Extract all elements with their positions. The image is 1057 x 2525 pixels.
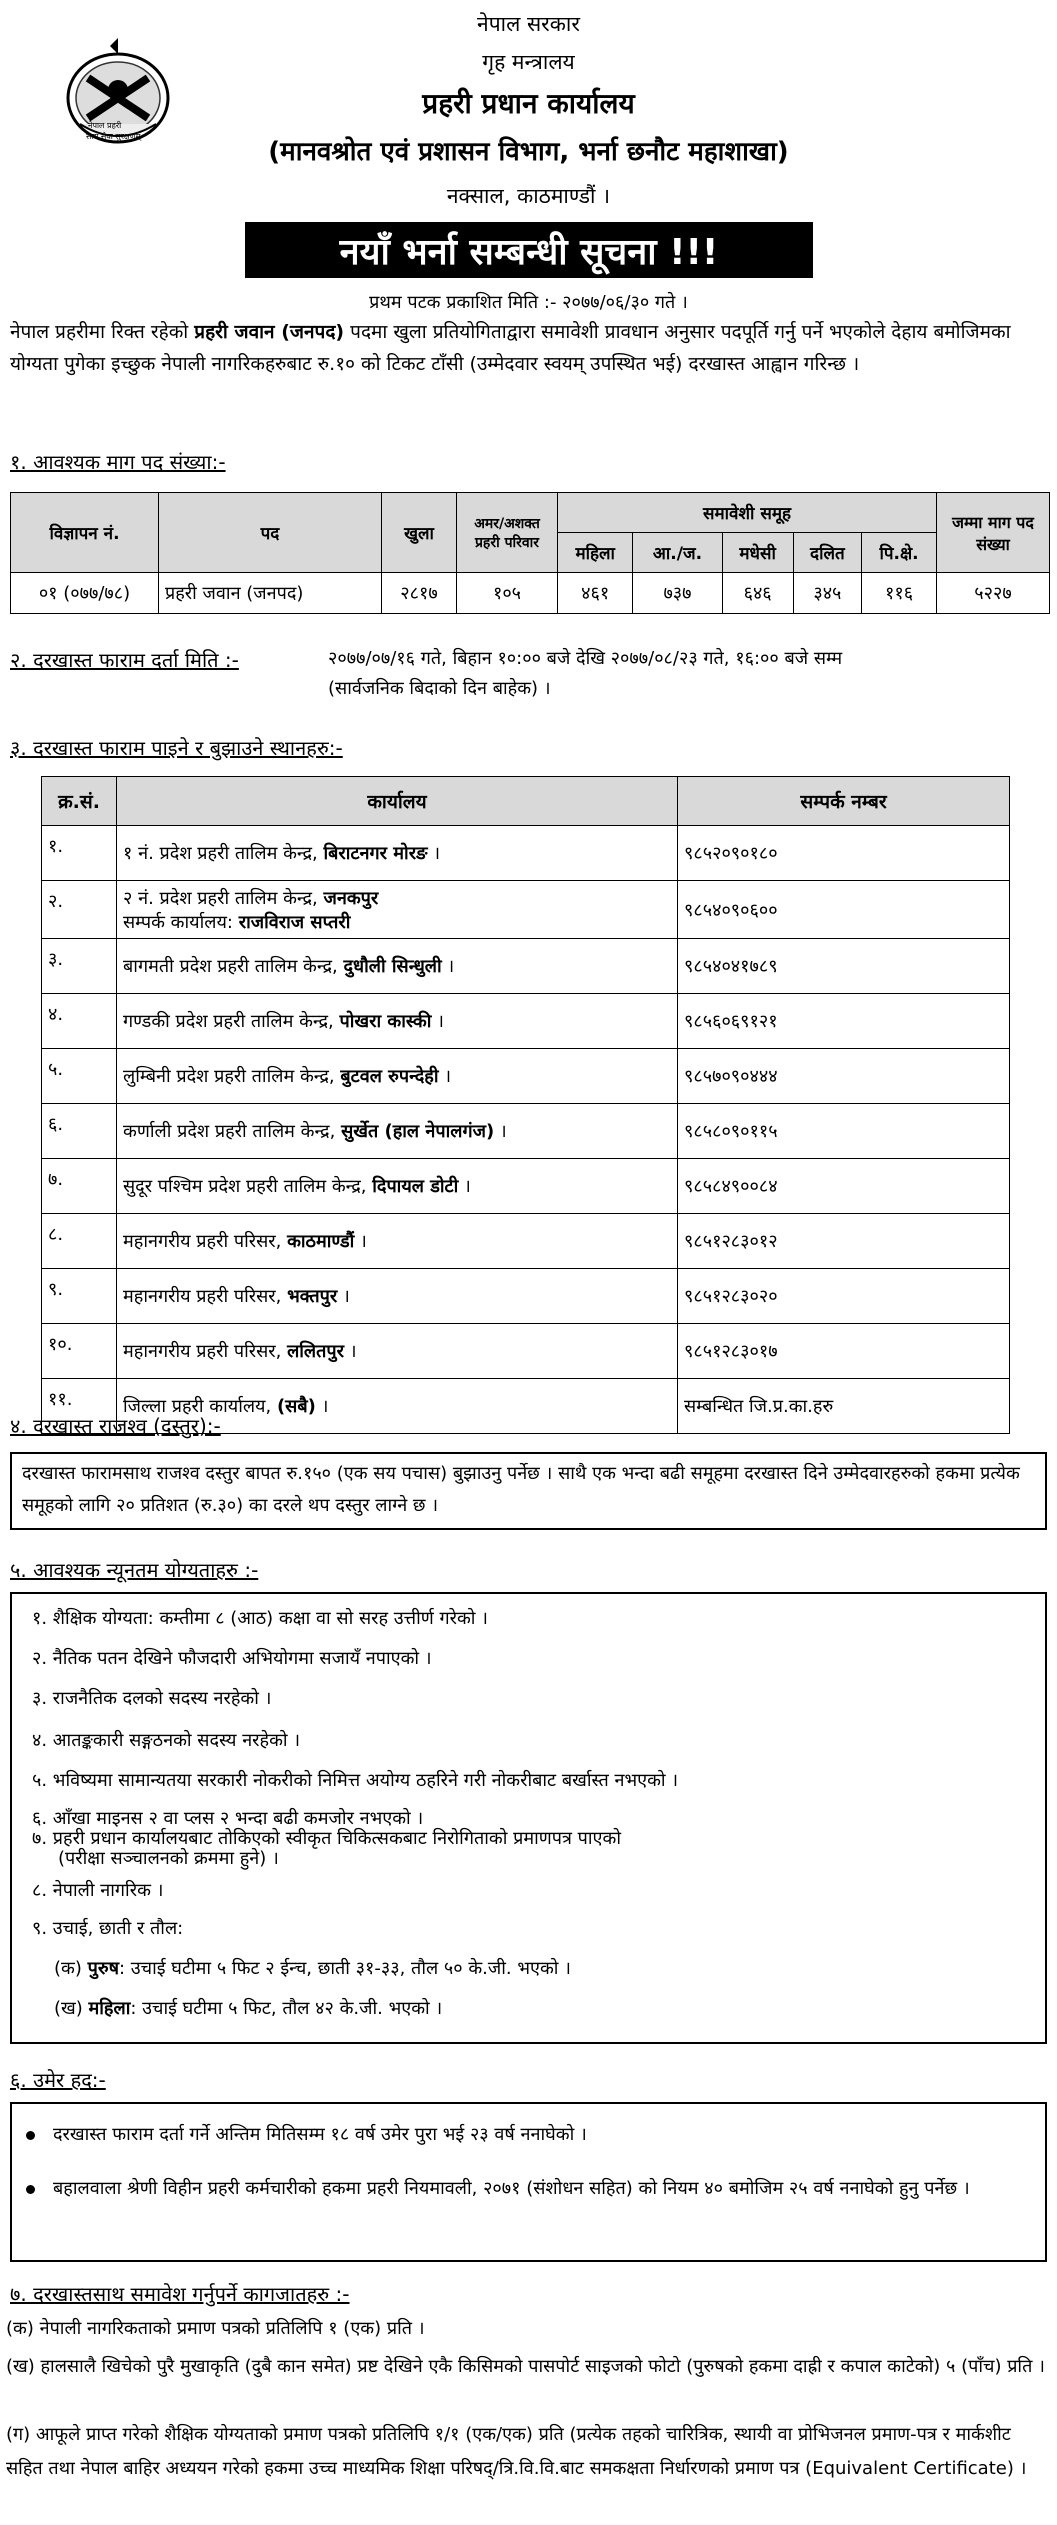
cell-office: [117, 1049, 678, 1104]
header-address: नक्साल, काठमाण्डौं ।: [446, 184, 611, 208]
qualification-item: २. नैतिक पतन देखिने फौजदारी अभियोगमा सजायँ नपाएको ।: [32, 1648, 432, 1669]
male-prefix: (क): [54, 1958, 88, 1979]
office-name: कर्णाली प्रदेश प्रहरी तालिम केन्द्र,: [123, 1121, 342, 1142]
col-backward: पि.क्षे.: [862, 533, 937, 573]
col-dalit: दलित: [793, 533, 861, 573]
cell-aj: ७३७: [633, 573, 722, 614]
col-inclusive: समावेशी समूह: [558, 493, 937, 533]
office-place: बुटवल रुपन्देही: [340, 1066, 439, 1087]
qualification-item: ६. आँखा माइनस २ वा प्लस २ भन्दा बढी कमजोर नभएको ।: [32, 1808, 424, 1829]
cell-contact: ९८५१२८३०२०: [678, 1269, 1010, 1324]
female-text: : उचाई घटीमा ५ फिट, तौल ४२ के.जी. भएको ।: [130, 1998, 443, 2019]
col-aj: आ./ज.: [633, 533, 722, 573]
logo-text-bottom: सत्य सेवा सुरक्षणम्: [86, 132, 141, 141]
cell-contact: ९८५८४९००८४: [678, 1159, 1010, 1214]
cell-sn: ३.: [42, 939, 117, 994]
male-label: पुरुष: [87, 1958, 119, 1979]
cell-office: [117, 1159, 678, 1214]
cell-martyr: १०५: [457, 573, 558, 614]
office-place: बिराटनगर मोरङ: [323, 843, 428, 864]
cell-sn: ४.: [42, 994, 117, 1049]
office-place: भक्तपुर: [287, 1286, 338, 1307]
office-name: महानगरीय प्रहरी परिसर,: [123, 1286, 288, 1307]
bullet-icon: [26, 2185, 35, 2194]
office-tail: ।: [431, 1011, 444, 1032]
office-extra-place: राजविराज सप्तरी: [238, 911, 351, 933]
age-item-text: दरखास्त फाराम दर्ता गर्ने अन्तिम मितिसम्म १८ वर्ष उमेर पुरा भई २३ वर्ष ननाघेको ।: [53, 2124, 587, 2145]
header-ministry: गृह मन्त्रालय: [482, 50, 575, 74]
cell-ad: ०१ (०७७/७८): [11, 573, 159, 614]
female-requirement: [54, 1996, 442, 2020]
qualification-box: [10, 1592, 1047, 2044]
section-5-heading: ५. आवश्यक न्यूनतम योग्यताहरु :-: [10, 1558, 259, 1582]
age-item-text: बहालवाला श्रेणी विहीन प्रहरी कर्मचारीको हकमा प्रहरी नियमावली, २०७१ (संशोधन सहित) को नियम ४० बमोजिम २५ वर्ष ननाघेको हुनु पर्नेछ ।: [53, 2178, 970, 2199]
cell-office: [117, 881, 678, 939]
table-row: [42, 1159, 1010, 1214]
cell-office: [117, 994, 678, 1049]
col-madhesi: मधेसी: [722, 533, 793, 573]
logo-text-top: नेपाल प्रहरी: [88, 121, 122, 130]
office-name: सुदूर पश्चिम प्रदेश प्रहरी तालिम केन्द्र,: [123, 1176, 373, 1197]
table-row: [42, 994, 1010, 1049]
age-item: [26, 2172, 1053, 2206]
office-name: जिल्ला प्रहरी कार्यालय,: [123, 1396, 277, 1417]
cell-open: २८१७: [382, 573, 457, 614]
cell-office: [117, 1104, 678, 1159]
intro-text-1: नेपाल प्रहरीमा रिक्त रहेको: [10, 321, 195, 343]
table-row: [42, 881, 1010, 939]
office-place: दुधौली सिन्धुली: [343, 956, 442, 977]
col-sn: क्र.सं.: [42, 777, 117, 826]
female-prefix: (ख): [54, 1998, 89, 2019]
col-contact: सम्पर्क नम्बर: [678, 777, 1010, 826]
cell-office: [117, 1214, 678, 1269]
office-tail: ।: [354, 1231, 367, 1252]
age-box: [10, 2102, 1047, 2262]
qualification-item: (परीक्षा सञ्चालनको क्रममा हुने) ।: [58, 1848, 279, 1869]
cell-office: [117, 1324, 678, 1379]
table-row: [42, 1049, 1010, 1104]
office-tail: ।: [458, 1176, 471, 1197]
header-govt: नेपाल सरकार: [477, 12, 580, 36]
vacancy-table: [10, 492, 1050, 614]
document-item: (ग) आफूले प्राप्त गरेको शैक्षिक योग्यताको प्रमाण पत्रको प्रतिलिपि १/१ (एक/एक) प्रति (प्रत्येक तहको चारित्रिक, स्थायी वा प्रोभिजनल प्रमाण-पत्र र मार्कशीट सहित तथा नेपाल बाहिर अध्ययन गरेको हकमा उच्च माध्यमिक शिक्षा परिषद्/त्रि.वि.वि.बाट समकक्षता निर्धारणको प्रमाण पत्र (Equivalent Certificate) ।: [6, 2424, 1027, 2479]
section-6-heading: ६. उमेर हद:-: [10, 2068, 106, 2092]
document-item: (ख) हालसालै खिचेको पुरै मुखाकृति (दुबै कान समेत) प्रष्ट देखिने एकै किसिमको पासपोर्ट साइजको फोटो (पुरुषको हकमा दाह्री र कपाल काटेको) ५ (पाँच) प्रति ।: [6, 2356, 1045, 2377]
office-tail: ।: [343, 1341, 357, 1362]
cell-sn: २.: [42, 881, 117, 939]
section-3-heading: ३. दरखास्त फाराम पाइने र बुझाउने स्थानहरु:-: [10, 736, 343, 760]
intro-paragraph: [10, 316, 1047, 380]
cell-contact: ९८५१२८३०१७: [678, 1324, 1010, 1379]
cell-sn: ९.: [42, 1269, 117, 1324]
male-requirement: [54, 1956, 571, 1980]
qualification-item: ८. नेपाली नागरिक ।: [32, 1880, 164, 1901]
col-post: पद: [159, 493, 382, 573]
office-name: महानगरीय प्रहरी परिसर,: [123, 1341, 288, 1362]
header-division: (मानवश्रोत एवं प्रशासन विभाग, भर्ना छनौट महाशाखा): [268, 137, 789, 167]
office-name: १ नं. प्रदेश प्रहरी तालिम केन्द्र,: [123, 843, 324, 864]
notice-title: नयाँ भर्ना सम्बन्धी सूचना !!!: [245, 222, 813, 278]
qualification-item: ९. उचाई, छाती र तौल:: [32, 1918, 184, 1939]
office-place: ललितपुर: [287, 1341, 344, 1362]
cell-contact: ९८५२०९०१८०: [678, 826, 1010, 881]
table-row: [42, 1324, 1010, 1379]
office-place: काठमाण्डौं: [287, 1231, 355, 1252]
cell-office: [117, 939, 678, 994]
cell-women: ४६१: [558, 573, 633, 614]
age-item: [26, 2122, 1026, 2146]
office-place: (सबै): [276, 1396, 316, 1417]
office-place: सुर्खेत (हाल नेपालगंज): [341, 1121, 495, 1142]
cell-sn: १०.: [42, 1324, 117, 1379]
qualification-item: ५. भविष्यमा सामान्यतया सरकारी नोकरीको निमित्त अयोग्य ठहरिने गरी नोकरीबाट बर्खास्त नभएको ।: [32, 1770, 679, 1791]
section-7-heading: ७. दरखास्तसाथ समावेश गर्नुपर्ने कागजातहरु :-: [10, 2282, 350, 2306]
table-row: [42, 1214, 1010, 1269]
office-name: लुम्बिनी प्रदेश प्रहरी तालिम केन्द्र,: [123, 1066, 341, 1087]
office-name: गण्डकी प्रदेश प्रहरी तालिम केन्द्र,: [123, 1011, 340, 1032]
office-place: दिपायल डोटी: [372, 1176, 459, 1197]
cell-total: ५२२७: [937, 573, 1050, 614]
col-office: कार्यालय: [117, 777, 678, 826]
office-tail: ।: [427, 843, 441, 864]
cell-post: प्रहरी जवान (जनपद): [159, 573, 382, 614]
office-name: बागमती प्रदेश प्रहरी तालिम केन्द्र,: [123, 956, 344, 977]
cell-contact: ९८५८०९०११५: [678, 1104, 1010, 1159]
cell-madhesi: ६४६: [722, 573, 793, 614]
fee-text: दरखास्त फारामसाथ राजश्व दस्तुर बापत रु.१५० (एक सय पचास) बुझाउनु पर्नेछ । साथै एक भन्दा बढी समूहमा दरखास्त दिने उम्मेदवारहरुको हकमा प्रत्येक समूहको लागि २० प्रतिशत (रु.३०) का दरले थप दस्तुर लाग्ने छ ।: [22, 1463, 1020, 1516]
qualification-item: ३. राजनैतिक दलको सदस्य नरहेको ।: [32, 1688, 272, 1709]
office-place: पोखरा कास्की: [339, 1011, 432, 1032]
cell-backward: ११६: [862, 573, 937, 614]
office-extra: सम्पर्क कार्यालय:: [123, 911, 239, 933]
cell-sn: ६.: [42, 1104, 117, 1159]
col-open: खुला: [382, 493, 457, 573]
fee-box: [10, 1452, 1047, 1530]
cell-sn: ५.: [42, 1049, 117, 1104]
registration-note: (सार्वजनिक बिदाको दिन बाहेक) ।: [328, 678, 551, 699]
section-2-heading: २. दरखास्त फाराम दर्ता मिति :-: [10, 648, 239, 672]
office-table: [41, 776, 1010, 1434]
section-4-heading: ४. दरखास्त राजश्व (दस्तुर):-: [10, 1414, 221, 1438]
table-row: [42, 826, 1010, 881]
intro-text-2: पदमा खुला प्रतियोगिताद्वारा समावेशी प्रावधान अनुसार पदपूर्ति गर्नु पर्ने भएकोले देहाय बमोजिमका योग्यता पुगेका इच्छुक नेपाली नागरिकहरुबाट रु.१० को टिकट टाँसी (उम्मेदवार स्वयम् उपस्थित भई) दरखास्त आह्वान गरिन्छ ।: [10, 321, 1011, 375]
office-name: २ नं. प्रदेश प्रहरी तालिम केन्द्र,: [123, 887, 324, 909]
header-office: प्रहरी प्रधान कार्यालय: [422, 87, 635, 120]
cell-sn: ७.: [42, 1159, 117, 1214]
qualification-item: ४. आतङ्ककारी सङ्गठनको सदस्य नरहेको ।: [32, 1730, 301, 1751]
intro-post-name: प्रहरी जवान (जनपद): [194, 321, 345, 343]
section-1-heading: १. आवश्यक माग पद संख्या:-: [10, 450, 226, 474]
cell-dalit: ३४५: [793, 573, 861, 614]
cell-sn: ८.: [42, 1214, 117, 1269]
bullet-icon: [26, 2131, 35, 2140]
registration-date: २०७७/०७/१६ गते, बिहान १०:०० बजे देखि २०७७/०८/२३ गते, १६:०० बजे सम्म: [328, 648, 843, 669]
cell-sn: ११.: [42, 1379, 117, 1434]
office-tail: ।: [438, 1066, 452, 1087]
published-date: प्रथम पटक प्रकाशित मिति :- २०७७/०६/३० गते ।: [369, 292, 688, 313]
col-martyr: अमर/अशक्त प्रहरी परिवार: [457, 493, 558, 573]
col-women: महिला: [558, 533, 633, 573]
col-total: जम्मा माग पद संख्या: [937, 493, 1050, 573]
office-tail: ।: [337, 1286, 350, 1307]
office-tail: ।: [494, 1121, 507, 1142]
male-text: : उचाई घटीमा ५ फिट २ ईन्च, छाती ३१-३३, तौल ५० के.जी. भएको ।: [119, 1958, 571, 1979]
qualification-item: ७. प्रहरी प्रधान कार्यालयबाट तोकिएको स्वीकृत चिकित्सकबाट निरोगिताको प्रमाणपत्र पाएको: [32, 1828, 621, 1849]
cell-contact: सम्बन्धित जि.प्र.का.हरु: [678, 1379, 1010, 1434]
office-name: महानगरीय प्रहरी परिसर,: [123, 1231, 288, 1252]
office-place: जनकपुर: [323, 887, 379, 909]
cell-contact: ९८५४०४१७८९: [678, 939, 1010, 994]
cell-contact: ९८५७०९०४४४: [678, 1049, 1010, 1104]
cell-sn: १.: [42, 826, 117, 881]
document-item: (क) नेपाली नागरिकताको प्रमाण पत्रको प्रतिलिपि १ (एक) प्रति ।: [6, 2318, 425, 2339]
cell-contact: ९८५१२८३०१२: [678, 1214, 1010, 1269]
office-tail: ।: [441, 956, 455, 977]
office-tail: ।: [315, 1396, 329, 1417]
table-row: [11, 573, 1050, 614]
table-row: [42, 939, 1010, 994]
cell-office: [117, 826, 678, 881]
cell-contact: ९८५४०९०६००: [678, 881, 1010, 939]
col-ad-no: विज्ञापन नं.: [11, 493, 159, 573]
cell-contact: ९८५६०६९१२१: [678, 994, 1010, 1049]
table-row: [42, 1269, 1010, 1324]
table-row: [42, 1104, 1010, 1159]
female-label: महिला: [88, 1998, 131, 2019]
cell-office: [117, 1269, 678, 1324]
qualification-item: १. शैक्षिक योग्यता: कम्तीमा ८ (आठ) कक्षा वा सो सरह उत्तीर्ण गरेको ।: [32, 1608, 489, 1629]
